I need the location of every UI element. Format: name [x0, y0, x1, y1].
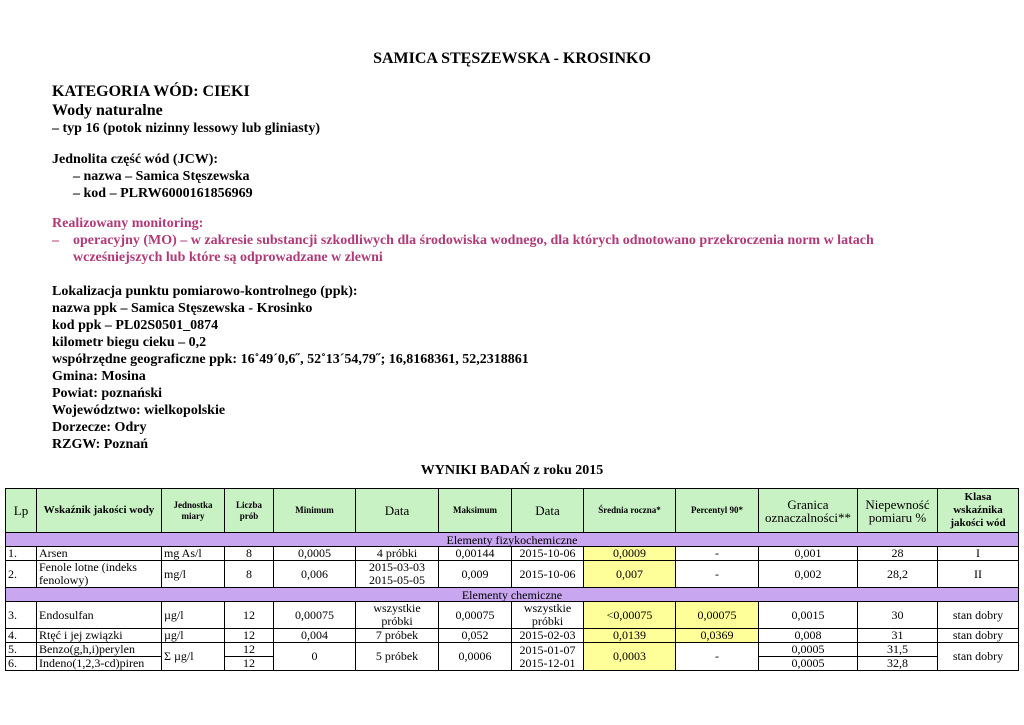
cell-min: 0,004 — [274, 629, 356, 643]
jcw-nazwa: – nazwa – Samica Stęszewska — [73, 169, 250, 184]
cell-name: Benzo(g,h,i)perylen — [37, 643, 162, 657]
header-lp: Lp — [6, 489, 37, 533]
monitoring-line1: operacyjny (MO) – w zakresie substancji szkodliwych dla środowiska wodnego, dla których odnotowano przekroczenia norm w latach — [73, 233, 874, 248]
section-fizykochemiczne: Elementy fizykochemiczne — [6, 533, 1019, 547]
cell-unc: 32,8 — [858, 657, 938, 671]
cell-unc: 28,2 — [858, 561, 938, 588]
cell-unc: 31,5 — [858, 643, 938, 657]
cell-avg: 0,0139 — [584, 629, 676, 643]
cell-data-min: 5 próbek — [356, 643, 439, 671]
header-data-max: Data — [512, 489, 584, 533]
cell-lod: 0,0005 — [759, 657, 858, 671]
cell-cls: stan dobry — [938, 643, 1019, 671]
cell-lod: 0,0015 — [759, 602, 858, 629]
document-title: SAMICA STĘSZEWSKA - KROSINKO — [373, 50, 651, 67]
cell-max: 0,0006 — [439, 643, 512, 671]
cell-data-max-b: 2015-12-01 — [519, 655, 576, 670]
lokalizacja-section — [52, 283, 529, 453]
cell-name: Indeno(1,2,3-cd)piren — [37, 657, 162, 671]
cell-lod: 0,0005 — [759, 643, 858, 657]
cell-data-max-a: 2015-01-07 — [519, 642, 576, 657]
monitoring-section — [52, 215, 874, 266]
cell-lp: 1. — [6, 547, 37, 561]
cell-n: 12 — [225, 602, 274, 629]
cell-lp: 2. — [6, 561, 37, 588]
cell-p90: 0,00075 — [676, 602, 759, 629]
cell-max: 0,00075 — [439, 602, 512, 629]
cell-data-min-b: 2015-05-05 — [369, 573, 425, 587]
jcw-header: Jednolita część wód (JCW): — [52, 152, 219, 167]
cell-n: 8 — [225, 561, 274, 588]
cell-name: Rtęć i jej związki — [37, 629, 162, 643]
cell-data-max: 2015-10-06 — [512, 547, 584, 561]
cell-data-max: 2015-10-06 — [512, 561, 584, 588]
cell-data-min — [356, 561, 439, 588]
cell-n: 12 — [225, 643, 274, 657]
monitoring-header: Realizowany monitoring: — [52, 216, 204, 231]
header-jednostka: Jednostka miary — [162, 489, 225, 533]
cell-unit: µg/l — [162, 629, 225, 643]
header-srednia: Średnia roczna* — [584, 489, 676, 533]
cell-max: 0,052 — [439, 629, 512, 643]
lokalizacja-kod: kod ppk – PL02S0501_0874 — [52, 318, 219, 333]
cell-min: 0 — [274, 643, 356, 671]
jcw-section — [52, 151, 253, 202]
header-percentyl: Percentyl 90* — [676, 489, 759, 533]
cell-avg: 0,007 — [584, 561, 676, 588]
header-klasa: Klasa wskaźnika jakości wód — [938, 489, 1019, 533]
cell-unc: 31 — [858, 629, 938, 643]
cell-min: 0,006 — [274, 561, 356, 588]
cell-avg: <0,00075 — [584, 602, 676, 629]
cell-lod: 0,002 — [759, 561, 858, 588]
monitoring-line2: wcześniejszych lub które są odprowadzane w zlewni — [73, 250, 383, 265]
cell-lp: 4. — [6, 629, 37, 643]
header-minimum: Minimum — [274, 489, 356, 533]
cell-p90: - — [676, 643, 759, 671]
header-maksimum: Maksimum — [439, 489, 512, 533]
cell-lp: 3. — [6, 602, 37, 629]
lokalizacja-km: kilometr biegu cieku – 0,2 — [52, 335, 207, 350]
cell-unc: 28 — [858, 547, 938, 561]
table-row — [6, 547, 1019, 561]
table-row — [6, 602, 1019, 629]
lokalizacja-woj: Województwo: wielkopolskie — [52, 403, 226, 418]
cell-n: 12 — [225, 657, 274, 671]
cell-min: 0,0005 — [274, 547, 356, 561]
cell-data-max: wszystkie próbki — [512, 602, 584, 629]
cell-lp: 5. — [6, 643, 37, 657]
cell-lp: 6. — [6, 657, 37, 671]
lokalizacja-rzgw: RZGW: Poznań — [52, 437, 149, 452]
cell-data-min: 4 próbki — [356, 547, 439, 561]
cell-data-min: wszystkie próbki — [356, 602, 439, 629]
cell-data-max: 2015-02-03 — [512, 629, 584, 643]
header-niepewnosc: Niepewność pomiaru % — [858, 489, 938, 533]
cell-p90: - — [676, 561, 759, 588]
cell-lod: 0,008 — [759, 629, 858, 643]
cell-avg: 0,0003 — [584, 643, 676, 671]
cell-unit: mg As/l — [162, 547, 225, 561]
monitoring-dash: – — [52, 233, 59, 248]
cell-n: 8 — [225, 547, 274, 561]
kategoria-typ: – typ 16 (potok nizinny lessowy lub gliniasty) — [52, 121, 320, 136]
cell-unit: mg/l — [162, 561, 225, 588]
lokalizacja-header: Lokalizacja punktu pomiarowo-kontrolnego (ppk): — [52, 284, 358, 299]
cell-data-min: 7 próbek — [356, 629, 439, 643]
cell-unit: Σ µg/l — [162, 643, 225, 671]
cell-data-min-a: 2015-03-03 — [369, 560, 425, 574]
cell-cls: II — [938, 561, 1019, 588]
lokalizacja-dorzecze: Dorzecze: Odry — [52, 420, 147, 435]
cell-name: Endosulfan — [37, 602, 162, 629]
section-row — [6, 533, 1019, 547]
cell-name: Arsen — [37, 547, 162, 561]
kategoria-title: KATEGORIA WÓD: CIEKI — [52, 83, 250, 100]
header-data-min: Data — [356, 489, 439, 533]
table-row — [6, 629, 1019, 643]
cell-cls: I — [938, 547, 1019, 561]
cell-unc: 30 — [858, 602, 938, 629]
cell-max: 0,00144 — [439, 547, 512, 561]
cell-name: Fenole lotne (indeks fenolowy) — [37, 561, 162, 588]
cell-max: 0,009 — [439, 561, 512, 588]
cell-p90: - — [676, 547, 759, 561]
jcw-kod: – kod – PLRW6000161856969 — [73, 186, 253, 201]
header-wskaznik: Wskaźnik jakości wody — [37, 489, 162, 533]
table-row — [6, 643, 1019, 657]
table-row — [6, 561, 1019, 588]
kategoria-subtitle: Wody naturalne — [52, 102, 163, 119]
lokalizacja-gmina: Gmina: Mosina — [52, 369, 146, 384]
header-granica: Granica oznaczalności** — [759, 489, 858, 533]
cell-unit: µg/l — [162, 602, 225, 629]
results-table — [5, 488, 1019, 671]
lokalizacja-nazwa: nazwa ppk – Samica Stęszewska - Krosinko — [52, 301, 313, 316]
cell-cls: stan dobry — [938, 602, 1019, 629]
lokalizacja-powiat: Powiat: poznański — [52, 386, 163, 401]
lokalizacja-wsp: współrzędne geograficzne ppk: 16˚49´0,6˝, 52˚13´54,79˝; 16,8168361, 52,2318861 — [52, 352, 529, 367]
header-liczba: Liczba prób — [225, 489, 274, 533]
cell-n: 12 — [225, 629, 274, 643]
cell-data-max — [512, 643, 584, 671]
section-row — [6, 588, 1019, 602]
cell-min: 0,00075 — [274, 602, 356, 629]
results-title: WYNIKI BADAŃ z roku 2015 — [420, 463, 604, 478]
table-header-row — [6, 489, 1019, 533]
section-chemiczne: Elementy chemiczne — [6, 588, 1019, 602]
cell-cls: stan dobry — [938, 629, 1019, 643]
cell-avg: 0,0009 — [584, 547, 676, 561]
cell-lod: 0,001 — [759, 547, 858, 561]
cell-p90: 0,0369 — [676, 629, 759, 643]
